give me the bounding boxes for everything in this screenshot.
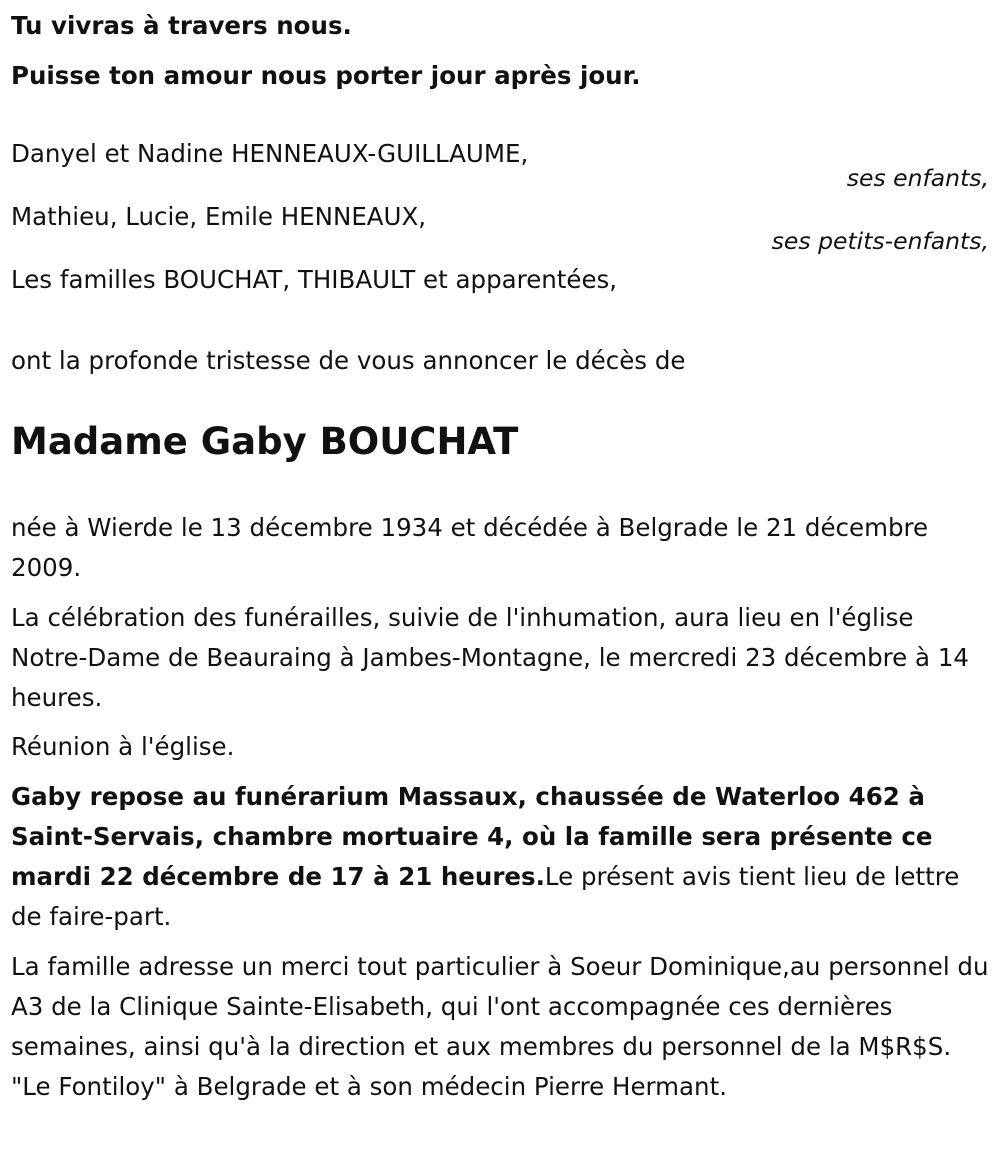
quote-line-1: Tu vivras à travers nous. [11,11,352,40]
visitation-bold-text: Gaby repose au funérarium Massaux, chaussée de Waterloo 462 à Saint-Servais, chambre mortuaire 4, où la famille sera présente ce mardi 22 décembre de 17 à 21 heures. [11,782,933,891]
funeral-paragraph: La célébration des funérailles, suivie de l'inhumation, aura lieu en l'église Notre-Dame de Beauraing à Jambes-Montagne, le mercredi 23 décembre à 14 heures. [11,603,970,712]
quote-line-2: Puisse ton amour nous porter jour après jour. [11,61,641,90]
family-children: Danyel et Nadine HENNEAUX-GUILLAUME, [11,139,529,168]
visitation-regular-text: Le présent avis tient lieu de lettre de faire-part. [11,862,960,931]
meeting-paragraph: Réunion à l'église. [11,732,235,761]
visitation-paragraph [11,777,989,937]
family-grandchildren-role: ses petits-enfants, [771,227,989,255]
family-children-role: ses enfants, [846,164,989,192]
family-grandchildren: Mathieu, Lucie, Emile HENNEAUX, [11,202,427,231]
thanks-paragraph: La famille adresse un merci tout particulier à Soeur Dominique,au personnel du A3 de la Clinique Sainte-Elisabeth, qui l'ont accompagnée ces dernières semaines, ainsi qu'à la direction et aux membres du personnel de la M$R$S. "Le Fontiloy" à Belgrade et à son médecin Pierre Hermant. [11,952,989,1101]
birth-death-paragraph: née à Wierde le 13 décembre 1934 et décédée à Belgrade le 21 décembre 2009. [11,513,929,582]
deceased-name: Madame Gaby BOUCHAT [11,420,519,463]
announcement-text: ont la profonde tristesse de vous annoncer le décès de [11,346,686,375]
family-extended: Les familles BOUCHAT, THIBAULT et apparentées, [11,265,618,294]
